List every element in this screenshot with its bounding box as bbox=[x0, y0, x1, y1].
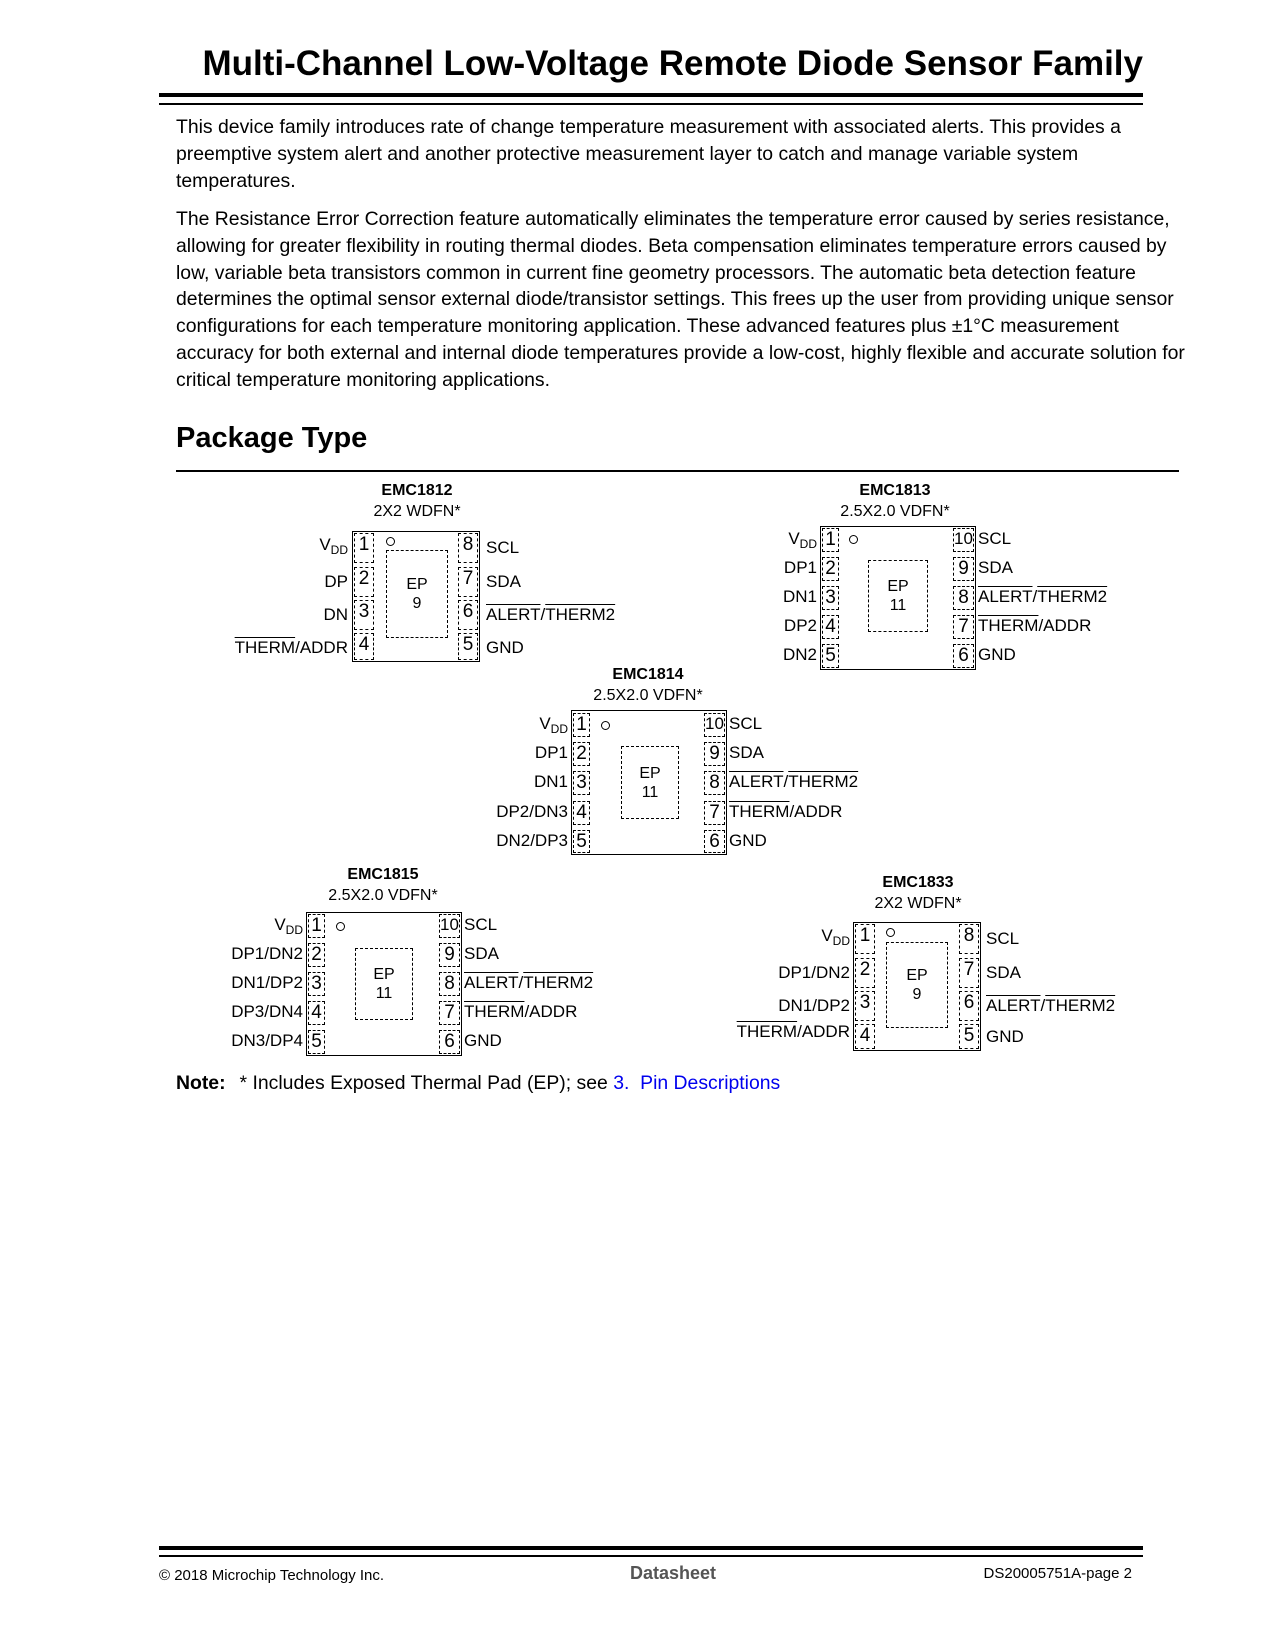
pin-number: 1 bbox=[308, 914, 325, 938]
pin-number: 9 bbox=[953, 557, 974, 581]
pin-label: DN1/DP2 bbox=[778, 996, 850, 1015]
pin-label: SCL bbox=[486, 538, 520, 557]
pin-number: 4 bbox=[573, 801, 590, 825]
pin-label: THERM/ADDR bbox=[978, 616, 1092, 635]
pin-number: 7 bbox=[458, 567, 478, 597]
pin-number: 3 bbox=[855, 991, 875, 1021]
pin-number: 6 bbox=[953, 644, 974, 668]
pin-number: 4 bbox=[822, 615, 839, 639]
note-text: * Includes Exposed Thermal Pad (EP); see bbox=[239, 1072, 614, 1094]
footer-copyright: © 2018 Microchip Technology Inc. bbox=[159, 1567, 385, 1584]
pin-number: 8 bbox=[959, 924, 979, 954]
pin-number: 2 bbox=[308, 943, 325, 967]
exposed-pad: EP 9 bbox=[886, 942, 948, 1028]
pin1-marker-icon bbox=[849, 535, 858, 544]
pin-descriptions-link[interactable]: 3. Pin Descriptions bbox=[613, 1072, 781, 1094]
pin-number: 5 bbox=[573, 830, 590, 853]
pin-label: GND bbox=[464, 1031, 502, 1050]
pin-label: SCL bbox=[729, 714, 763, 733]
pin-label: SDA bbox=[978, 558, 1013, 577]
pin-label: ALERT/THERM2 bbox=[986, 996, 1116, 1015]
pin-number: 3 bbox=[573, 771, 590, 795]
pin-number: 8 bbox=[439, 972, 460, 996]
pin-label: DP1 bbox=[783, 558, 817, 577]
pin-label: THERM/ADDR bbox=[736, 1022, 850, 1041]
pin-label: GND bbox=[486, 638, 524, 657]
pin-label: DN3/DP4 bbox=[231, 1031, 303, 1050]
pin-number: 5 bbox=[959, 1024, 979, 1049]
pin-number: 10 bbox=[704, 713, 725, 737]
footer-page-number: DS20005751A-page 2 bbox=[983, 1565, 1132, 1582]
pin-number: 7 bbox=[959, 958, 979, 988]
pin-number: 1 bbox=[822, 528, 839, 552]
pin-number: 1 bbox=[573, 713, 590, 737]
pin-label: DP bbox=[324, 572, 348, 591]
pin-number: 9 bbox=[704, 742, 725, 766]
pin-number: 4 bbox=[308, 1001, 325, 1025]
pin-label: DP2/DN3 bbox=[496, 802, 568, 821]
pin-label: SDA bbox=[464, 944, 499, 963]
exposed-pad: EP 11 bbox=[868, 560, 928, 632]
pin-label: SDA bbox=[486, 572, 521, 591]
package-name: EMC1815 bbox=[347, 866, 419, 883]
header-rule-thick bbox=[159, 93, 1143, 97]
pin-number: 3 bbox=[354, 600, 374, 630]
pin-number: 6 bbox=[439, 1030, 460, 1054]
pin-number: 6 bbox=[959, 991, 979, 1021]
footer-doc-type: Datasheet bbox=[630, 1563, 717, 1583]
pin-number: 5 bbox=[458, 633, 478, 660]
pin-number: 3 bbox=[308, 972, 325, 996]
note-label: Note: bbox=[176, 1072, 226, 1094]
pin-label: DN bbox=[323, 605, 348, 624]
pin-number: 1 bbox=[855, 924, 875, 954]
pin-number: 9 bbox=[439, 943, 460, 967]
pin-label: $V_{DD}$ bbox=[274, 915, 303, 937]
pin-number: 10 bbox=[439, 914, 460, 938]
package-name: EMC1833 bbox=[882, 874, 954, 891]
package-type: 2.5X2.0 VDFN* bbox=[328, 887, 438, 904]
pin-label: DN1/DP2 bbox=[231, 973, 303, 992]
pin-label: ALERT/THERM2 bbox=[464, 973, 594, 992]
pin-number: 10 bbox=[953, 528, 974, 552]
pin-number: 2 bbox=[354, 567, 374, 597]
package-type: 2X2 WDFN* bbox=[874, 895, 962, 912]
pin-number: 8 bbox=[458, 533, 478, 563]
pin-label: DN2/DP3 bbox=[496, 831, 568, 850]
pin-label: THERM/ADDR bbox=[729, 802, 843, 821]
exposed-pad: EP 11 bbox=[355, 948, 413, 1020]
pin-number: 2 bbox=[855, 958, 875, 988]
pin-label: GND bbox=[986, 1027, 1024, 1046]
pin1-marker-icon bbox=[336, 922, 345, 931]
pin-number: 3 bbox=[822, 586, 839, 610]
exposed-pad: EP 11 bbox=[621, 746, 679, 819]
pin-number: 6 bbox=[704, 830, 725, 853]
pin-number: 4 bbox=[354, 633, 374, 660]
pin-label: DN1 bbox=[533, 772, 568, 791]
pin-number: 8 bbox=[953, 586, 974, 610]
pin-label: THERM/ADDR bbox=[234, 638, 348, 657]
header-rule-thin bbox=[159, 103, 1143, 105]
pin-number: 8 bbox=[704, 771, 725, 795]
section-rule bbox=[176, 470, 1179, 472]
pin-number: 1 bbox=[354, 533, 374, 563]
pin-number: 5 bbox=[308, 1030, 325, 1054]
pin-label: SDA bbox=[986, 963, 1021, 982]
pin-label: SCL bbox=[464, 915, 498, 934]
pin-label: SDA bbox=[729, 743, 764, 762]
package-name: EMC1813 bbox=[859, 482, 931, 499]
pin-label: DP2 bbox=[783, 616, 817, 635]
pin-number: 7 bbox=[953, 615, 974, 639]
pin-number: 7 bbox=[704, 801, 725, 825]
pin-label: ALERT/THERM2 bbox=[978, 587, 1108, 606]
footer-rule-thin bbox=[159, 1555, 1143, 1557]
intro-paragraph: This device family introduces rate of change temperature measurement with associated alerts. This provides a preemptive system alert and another protective measurement layer to catch and manage variable system temperatures. bbox=[176, 116, 1121, 192]
pin-label: DP1/DN2 bbox=[231, 944, 303, 963]
package-type: 2X2 WDFN* bbox=[373, 503, 461, 520]
pin1-marker-icon bbox=[601, 721, 610, 730]
pin-number: 4 bbox=[855, 1024, 875, 1049]
pin-label: ALERT/THERM2 bbox=[729, 772, 859, 791]
footer-rule-thick bbox=[159, 1546, 1143, 1550]
pin-label: DP1 bbox=[534, 743, 568, 762]
pin-number: 2 bbox=[822, 557, 839, 581]
pin-label: DN2 bbox=[782, 645, 817, 664]
pin-label: $V_{DD}$ bbox=[821, 926, 850, 948]
pin-label: GND bbox=[729, 831, 767, 850]
pin-number: 2 bbox=[573, 742, 590, 766]
pin-label: SCL bbox=[986, 929, 1020, 948]
package-note bbox=[176, 1072, 780, 1095]
pin-label: DN1 bbox=[782, 587, 817, 606]
pin-number: 7 bbox=[439, 1001, 460, 1025]
package-type: 2.5X2.0 VDFN* bbox=[593, 687, 703, 704]
pin-label: $V_{DD}$ bbox=[788, 529, 817, 551]
package-name: EMC1812 bbox=[381, 482, 453, 499]
pin-number: 5 bbox=[822, 644, 839, 668]
pin-label: GND bbox=[978, 645, 1016, 664]
pin-label: THERM/ADDR bbox=[464, 1002, 578, 1021]
pin-number: 6 bbox=[458, 600, 478, 630]
pin1-marker-icon bbox=[386, 537, 395, 546]
package-name: EMC1814 bbox=[612, 666, 684, 683]
pin-label: SCL bbox=[978, 529, 1012, 548]
pin1-marker-icon bbox=[886, 928, 895, 937]
exposed-pad: EP 9 bbox=[386, 550, 448, 638]
page-title: Multi-Channel Low-Voltage Remote Diode Sensor Family bbox=[202, 44, 1143, 83]
pin-label: $V_{DD}$ bbox=[319, 535, 348, 557]
package-type: 2.5X2.0 VDFN* bbox=[840, 503, 950, 520]
section-title: Package Type bbox=[176, 422, 368, 454]
pin-label: DP3/DN4 bbox=[231, 1002, 303, 1021]
features-paragraph: The Resistance Error Correction feature automatically eliminates the temperature error caused by series resistance, allowing for greater flexibility in routing thermal diodes. Beta compensation eliminates temperature errors caused by low, variable beta transistors common in current fine geometry processors. The automatic beta detection feature determines the optimal sensor external diode/transistor settings. This frees up the user from providing unique sensor configurations for each temperature monitoring application. These advanced features plus ±1°C measurement accuracy for both external and internal diode temperatures provide a low-cost, highly flexible and accurate solution for critical temperature monitoring applications. bbox=[176, 208, 1185, 391]
pin-label: DP1/DN2 bbox=[778, 963, 850, 982]
pin-label: $V_{DD}$ bbox=[539, 714, 568, 736]
pin-label: ALERT/THERM2 bbox=[486, 605, 616, 624]
